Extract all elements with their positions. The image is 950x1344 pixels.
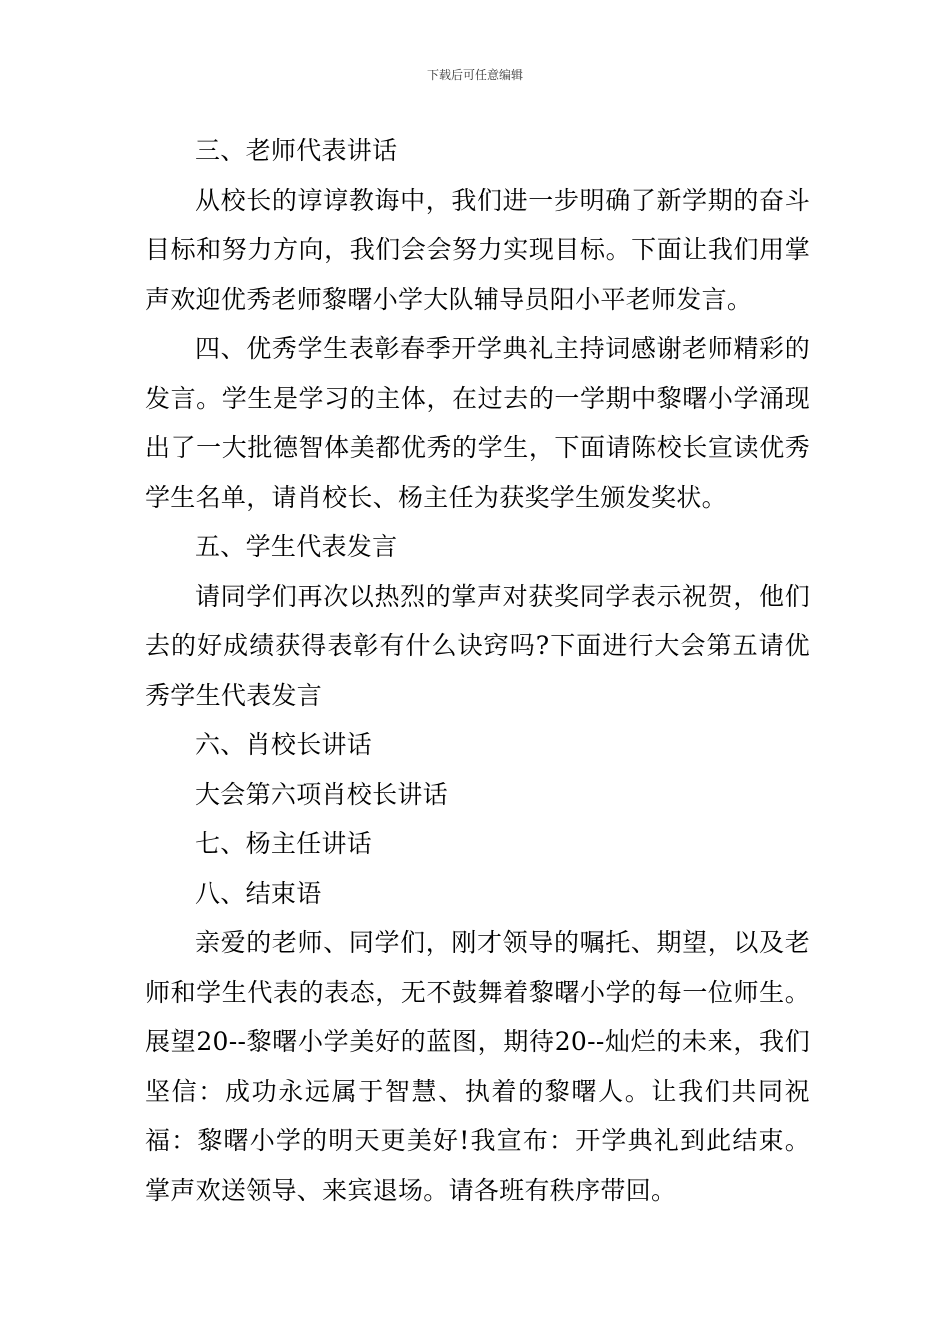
paragraph: 从校长的谆谆教诲中，我们进一步明确了新学期的奋斗目标和努力方向，我们会会努力实现目标。下面让我们用掌声欢迎优秀老师黎曙小学大队辅导员阳小平老师发言。 (145, 185, 810, 314)
paragraph: 四、优秀学生表彰春季开学典礼主持词感谢老师精彩的发言。学生是学习的主体，在过去的一学期中黎曙小学涌现出了一大批德智体美都优秀的学生，下面请陈校长宣读优秀学生名单，请肖校长、杨主任为获奖学生颁发奖状。 (145, 334, 810, 512)
document-body (145, 126, 810, 1215)
section-heading-closing: 八、结束语 (195, 878, 322, 908)
section-heading-principal-speech: 六、肖校长讲话 (195, 730, 373, 759)
paragraph: 请同学们再次以热烈的掌声对获奖同学表示祝贺，他们去的好成绩获得表彰有什么诀窍吗?下面进行大会第五请优秀学生代表发言 (145, 581, 810, 710)
paragraph: 大会第六项肖校长讲话 (195, 779, 449, 809)
page-header: 下载后可任意编辑 (426, 68, 523, 82)
paragraph: 亲爱的老师、同学们，刚才领导的嘱托、期望，以及老师和学生代表的表态，无不鼓舞着黎曙小学的每一位师生。展望20--黎曙小学美好的蓝图，期待20--灿烂的未来，我们坚信：成功永远属于智慧、执着的黎曙人。让我们共同祝福：黎曙小学的明天更美好!我宣布：开学典礼到此结束。掌声欢送领导、来宾退场。请各班有秩序带回。 (145, 928, 810, 1205)
section-heading-director-speech: 七、杨主任讲话 (195, 829, 373, 858)
section-heading-student-speech: 五、学生代表发言 (195, 532, 398, 561)
section-heading-teacher-speech: 三、老师代表讲话 (195, 136, 398, 165)
